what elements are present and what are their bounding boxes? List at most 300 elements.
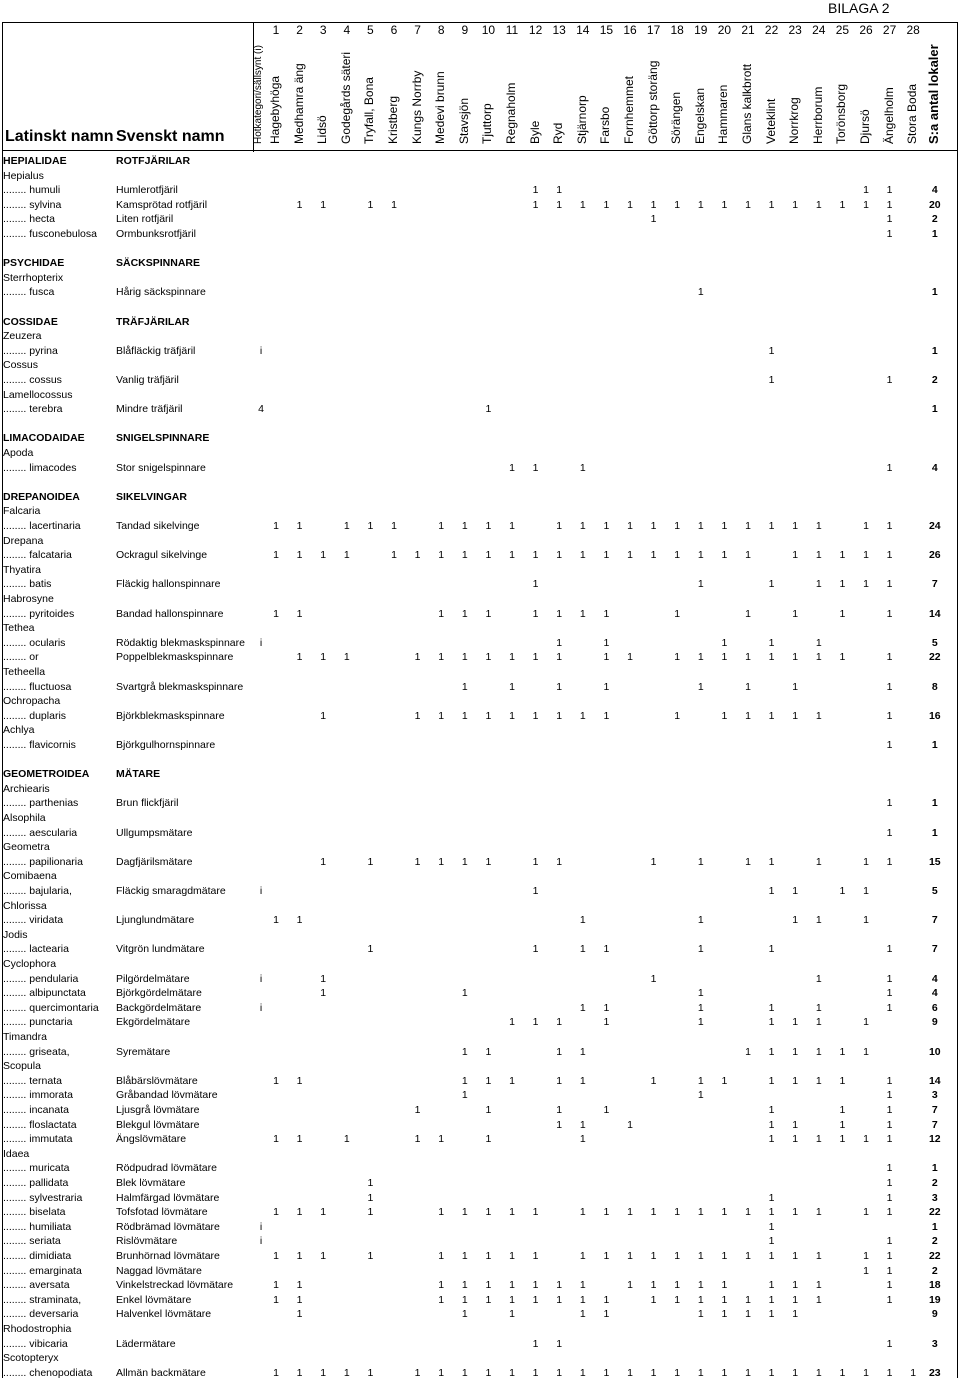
latin-name: Cyclophora bbox=[3, 958, 57, 970]
species-row bbox=[3, 1191, 957, 1205]
presence-mark: 1 bbox=[697, 1293, 704, 1306]
presence-mark: 1 bbox=[485, 549, 492, 562]
presence-mark: 1 bbox=[603, 709, 610, 722]
total-count: 23 bbox=[928, 1366, 941, 1379]
presence-mark: 1 bbox=[532, 1279, 539, 1292]
locality-column-header bbox=[712, 40, 736, 144]
latin-name: LIMACODAIDAE bbox=[3, 432, 85, 445]
presence-mark: 1 bbox=[579, 607, 586, 620]
locality-column-header-label: Lidsö bbox=[315, 115, 330, 144]
total-count: 9 bbox=[931, 1308, 938, 1321]
locality-column-header-label: Göttorp storäng bbox=[645, 60, 660, 144]
presence-mark: 1 bbox=[674, 651, 681, 664]
presence-mark: 1 bbox=[627, 198, 633, 211]
column-number: 8 bbox=[437, 23, 445, 37]
total-count: 22 bbox=[928, 1206, 941, 1219]
presence-mark: 1 bbox=[886, 1177, 893, 1189]
presence-mark: 1 bbox=[768, 885, 775, 897]
presence-mark: 1 bbox=[886, 680, 893, 693]
presence-mark: 1 bbox=[556, 651, 563, 664]
family-row bbox=[3, 154, 957, 168]
presence-mark: 1 bbox=[320, 709, 327, 722]
presence-mark: 1 bbox=[273, 1279, 279, 1292]
presence-mark: 1 bbox=[815, 636, 822, 649]
presence-mark: 1 bbox=[556, 1045, 563, 1058]
presence-mark: 1 bbox=[273, 1206, 279, 1219]
presence-mark: 1 bbox=[839, 1118, 846, 1131]
species-row bbox=[3, 548, 957, 562]
presence-mark: 1 bbox=[485, 709, 492, 722]
presence-mark: 1 bbox=[485, 1366, 492, 1379]
total-localities-header-label: S:a antal lokaler bbox=[925, 44, 941, 144]
presence-mark: 1 bbox=[697, 520, 704, 532]
presence-mark: 1 bbox=[461, 549, 468, 562]
presence-mark: 1 bbox=[745, 651, 751, 664]
presence-mark: 1 bbox=[768, 1206, 775, 1219]
presence-mark: 1 bbox=[768, 651, 775, 664]
swedish-name: Bandad hallonspinnare bbox=[116, 607, 224, 620]
presence-mark: 1 bbox=[438, 709, 445, 722]
presence-mark: 1 bbox=[792, 709, 799, 722]
presence-mark: 1 bbox=[579, 1366, 586, 1379]
swedish-name: Ockragul sikelvinge bbox=[116, 549, 208, 562]
presence-mark: 1 bbox=[509, 1308, 515, 1321]
latin-name: ........ batis bbox=[3, 578, 52, 591]
presence-mark: 1 bbox=[296, 1074, 303, 1087]
presence-mark: 1 bbox=[768, 1191, 775, 1204]
presence-mark: 1 bbox=[603, 520, 610, 532]
presence-mark: 1 bbox=[815, 1366, 822, 1379]
species-row bbox=[3, 913, 957, 927]
presence-mark: 1 bbox=[792, 607, 799, 620]
latin-name: DREPANOIDEA bbox=[3, 490, 80, 503]
presence-mark: 1 bbox=[296, 607, 303, 620]
latin-name: ........ punctaria bbox=[3, 1016, 73, 1029]
presence-mark: 1 bbox=[745, 607, 751, 620]
column-number: 2 bbox=[296, 23, 303, 37]
presence-mark: 1 bbox=[792, 198, 799, 211]
presence-mark: 1 bbox=[650, 1279, 657, 1292]
presence-mark: 1 bbox=[461, 855, 468, 868]
presence-mark: 1 bbox=[792, 1308, 799, 1321]
column-number: 14 bbox=[576, 23, 590, 37]
presence-mark: 1 bbox=[603, 1001, 610, 1014]
presence-mark: 1 bbox=[768, 198, 775, 211]
presence-mark: 1 bbox=[556, 1279, 563, 1292]
presence-mark: 1 bbox=[461, 1366, 468, 1379]
latin-name: ........ griseata, bbox=[3, 1045, 70, 1058]
species-row bbox=[3, 1307, 957, 1321]
presence-mark: 1 bbox=[367, 1191, 374, 1204]
presence-mark: 1 bbox=[721, 1279, 728, 1292]
total-count: 1 bbox=[931, 826, 938, 839]
presence-mark: 1 bbox=[886, 651, 893, 664]
presence-mark: 1 bbox=[886, 1293, 893, 1306]
swedish-name: Vinkelstreckad lövmätare bbox=[116, 1279, 234, 1292]
presence-mark: 1 bbox=[603, 198, 610, 211]
latin-name: ........ hecta bbox=[3, 213, 55, 226]
locality-column-header-label: Ryd bbox=[551, 122, 566, 144]
presence-mark: 1 bbox=[556, 184, 563, 197]
latin-name: ........ pendularia bbox=[3, 972, 79, 985]
presence-mark: 1 bbox=[886, 1133, 893, 1146]
presence-mark: 1 bbox=[721, 636, 728, 649]
species-row bbox=[3, 1337, 957, 1351]
presence-mark: 1 bbox=[579, 1206, 586, 1219]
presence-mark: 1 bbox=[532, 578, 539, 591]
swedish-name: Ekgördelmätare bbox=[116, 1016, 191, 1029]
presence-mark: 1 bbox=[532, 855, 539, 868]
locality-column-header bbox=[594, 40, 618, 144]
total-count: 20 bbox=[928, 198, 941, 211]
presence-mark: 1 bbox=[650, 549, 657, 562]
species-row bbox=[3, 344, 957, 358]
presence-mark: 1 bbox=[461, 987, 468, 1000]
presence-mark: 1 bbox=[509, 1366, 515, 1379]
presence-mark: 1 bbox=[863, 184, 869, 197]
latin-name: Falcaria bbox=[3, 505, 41, 518]
presence-mark: 1 bbox=[296, 549, 303, 562]
presence-mark: 1 bbox=[886, 374, 893, 386]
presence-mark: 1 bbox=[485, 1104, 492, 1116]
locality-column-header bbox=[854, 40, 878, 144]
presence-mark: 1 bbox=[674, 1293, 681, 1306]
presence-mark: 1 bbox=[579, 1133, 586, 1146]
presence-mark: 1 bbox=[296, 198, 303, 211]
latin-name: ........ humiliata bbox=[3, 1220, 72, 1233]
latin-name: ........ sylvestraria bbox=[3, 1191, 83, 1204]
locality-column-header-label: Hammaren bbox=[716, 84, 731, 144]
total-count: 2 bbox=[931, 1177, 938, 1189]
presence-mark: 1 bbox=[886, 987, 893, 1000]
locality-column-header bbox=[547, 40, 571, 144]
presence-mark: 1 bbox=[815, 914, 822, 927]
locality-column-header bbox=[358, 40, 382, 144]
locality-column-header-label: Veteklint bbox=[763, 98, 778, 144]
swedish-name: Allmän backmätare bbox=[116, 1366, 206, 1379]
presence-mark: 1 bbox=[579, 1279, 586, 1292]
swedish-name: Naggad lövmätare bbox=[116, 1264, 202, 1277]
swedish-name: Poppelblekmaskspinnare bbox=[116, 651, 234, 664]
presence-mark: 1 bbox=[367, 1250, 374, 1262]
attachment-label: BILAGA 2 bbox=[828, 0, 890, 16]
presence-mark: 1 bbox=[532, 1250, 539, 1262]
presence-mark: 1 bbox=[815, 578, 822, 591]
species-row bbox=[3, 972, 957, 986]
presence-mark: 1 bbox=[485, 607, 492, 620]
presence-mark: 1 bbox=[697, 1366, 704, 1379]
species-row bbox=[3, 636, 957, 650]
species-row bbox=[3, 1161, 957, 1175]
species-row bbox=[3, 1366, 957, 1380]
presence-mark: 1 bbox=[768, 1016, 775, 1029]
presence-mark: 1 bbox=[815, 709, 822, 722]
presence-mark: 1 bbox=[650, 1074, 657, 1087]
swedish-name: ROTFJÄRILAR bbox=[116, 155, 191, 167]
presence-mark: 1 bbox=[792, 914, 799, 927]
presence-mark: 1 bbox=[650, 198, 657, 211]
presence-mark: 1 bbox=[768, 578, 775, 591]
presence-mark: 1 bbox=[768, 1133, 775, 1146]
genus-row bbox=[3, 169, 957, 183]
species-row bbox=[3, 1088, 957, 1102]
row-spacer bbox=[3, 300, 957, 314]
presence-mark: 1 bbox=[532, 1016, 539, 1029]
threat-category: i bbox=[259, 636, 263, 649]
swedish-name: Rödbrämad lövmätare bbox=[116, 1220, 220, 1233]
column-number: 4 bbox=[343, 23, 351, 37]
presence-mark: 1 bbox=[414, 549, 421, 562]
swedish-name: SÄCKSPINNARE bbox=[116, 257, 201, 270]
presence-mark: 1 bbox=[438, 1293, 445, 1306]
presence-mark: 1 bbox=[414, 651, 421, 664]
locality-column-header-label: Torönsborg bbox=[834, 83, 849, 144]
presence-mark: 1 bbox=[886, 826, 893, 839]
locality-column-header bbox=[783, 40, 807, 144]
latin-name: ........ emarginata bbox=[3, 1264, 82, 1277]
column-number: 15 bbox=[599, 23, 614, 37]
locality-column-header bbox=[618, 40, 642, 144]
presence-mark: 1 bbox=[579, 914, 586, 927]
swedish-name: SIKELVINGAR bbox=[116, 490, 187, 503]
total-count: 14 bbox=[928, 607, 941, 620]
presence-mark: 1 bbox=[273, 1366, 279, 1379]
presence-mark: 1 bbox=[839, 885, 846, 897]
locality-column-header bbox=[736, 40, 760, 144]
presence-mark: 1 bbox=[343, 1366, 350, 1379]
presence-mark: 1 bbox=[603, 549, 610, 562]
latin-name: Ochropacha bbox=[3, 695, 61, 708]
latin-name: ........ ternata bbox=[3, 1074, 62, 1087]
threat-category: i bbox=[259, 344, 263, 357]
total-count: 3 bbox=[931, 1191, 938, 1204]
presence-mark: 1 bbox=[886, 1235, 893, 1248]
presence-mark: 1 bbox=[745, 1206, 751, 1219]
total-count: 5 bbox=[931, 636, 938, 649]
latin-name: Achlya bbox=[3, 724, 35, 737]
presence-mark: 1 bbox=[556, 1293, 563, 1306]
locality-column-header bbox=[689, 40, 713, 144]
species-row bbox=[3, 1293, 957, 1307]
species-row bbox=[3, 1103, 957, 1117]
family-row bbox=[3, 490, 957, 504]
swedish-name: SNIGELSPINNARE bbox=[116, 432, 210, 445]
latin-name: Scotopteryx bbox=[3, 1352, 59, 1365]
presence-mark: 1 bbox=[556, 636, 563, 649]
presence-mark: 1 bbox=[697, 855, 704, 868]
threat-category: i bbox=[259, 1220, 263, 1233]
presence-mark: 1 bbox=[485, 1250, 492, 1262]
locality-column-header bbox=[288, 40, 312, 144]
latin-name: ........ sylvina bbox=[3, 198, 62, 211]
latin-name: ........ falcataria bbox=[3, 549, 72, 562]
total-count: 1 bbox=[931, 739, 938, 751]
genus-row bbox=[3, 592, 957, 606]
swedish-name: Ängslövmätare bbox=[116, 1133, 187, 1146]
presence-mark: 1 bbox=[886, 578, 893, 591]
latin-name: ........ limacodes bbox=[3, 461, 77, 474]
presence-mark: 1 bbox=[910, 1366, 917, 1379]
presence-mark: 1 bbox=[863, 1366, 869, 1379]
latin-name: ........ pyrina bbox=[3, 344, 58, 357]
latin-name: Alsophila bbox=[3, 812, 46, 824]
presence-mark: 1 bbox=[603, 1250, 610, 1262]
presence-mark: 1 bbox=[438, 520, 445, 532]
total-count: 1 bbox=[931, 403, 938, 416]
presence-mark: 1 bbox=[579, 1250, 586, 1262]
column-number: 25 bbox=[835, 23, 850, 37]
latin-name-header: Latinskt namn bbox=[5, 128, 114, 145]
presence-mark: 1 bbox=[745, 198, 751, 211]
column-number: 10 bbox=[481, 23, 496, 37]
latin-name: ........ lactearia bbox=[3, 943, 69, 956]
presence-mark: 1 bbox=[863, 520, 869, 532]
latin-name: Tetheella bbox=[3, 666, 46, 678]
presence-mark: 1 bbox=[556, 549, 563, 562]
presence-mark: 1 bbox=[532, 885, 539, 897]
presence-mark: 1 bbox=[532, 1366, 539, 1379]
swedish-name: Ormbunksrotfjäril bbox=[116, 228, 196, 240]
genus-row bbox=[3, 621, 957, 635]
genus-row bbox=[3, 782, 957, 796]
presence-mark: 1 bbox=[745, 549, 751, 562]
locality-column-header bbox=[830, 40, 854, 144]
presence-mark: 1 bbox=[815, 1250, 822, 1262]
latin-name: Rhodostrophia bbox=[3, 1323, 72, 1335]
presence-mark: 1 bbox=[603, 1366, 610, 1379]
presence-mark: 1 bbox=[320, 549, 327, 562]
locality-column-header-label: Norrkrog bbox=[787, 97, 802, 144]
presence-mark: 1 bbox=[768, 1250, 775, 1262]
presence-mark: 1 bbox=[296, 1293, 303, 1306]
presence-mark: 1 bbox=[886, 1206, 893, 1219]
species-row bbox=[3, 1118, 957, 1132]
species-row bbox=[3, 461, 957, 475]
total-count: 12 bbox=[928, 1133, 941, 1146]
presence-mark: 1 bbox=[792, 1279, 799, 1292]
total-count: 2 bbox=[931, 213, 938, 226]
total-count: 2 bbox=[931, 374, 938, 386]
presence-mark: 1 bbox=[863, 578, 869, 591]
locality-column-header bbox=[382, 40, 406, 144]
threat-category: i bbox=[259, 1001, 263, 1014]
presence-mark: 1 bbox=[438, 855, 445, 868]
presence-mark: 1 bbox=[697, 1089, 704, 1102]
latin-name: Jodis bbox=[3, 928, 28, 941]
locality-column-header bbox=[264, 40, 288, 144]
presence-mark: 1 bbox=[485, 651, 492, 664]
presence-mark: 1 bbox=[532, 1206, 539, 1219]
presence-mark: 1 bbox=[603, 943, 610, 956]
presence-mark: 1 bbox=[839, 1074, 846, 1087]
presence-mark: 1 bbox=[296, 1279, 303, 1292]
presence-mark: 1 bbox=[768, 1220, 775, 1233]
column-number: 16 bbox=[623, 23, 637, 37]
presence-mark: 1 bbox=[792, 1074, 799, 1087]
latin-name: Habrosyne bbox=[3, 593, 54, 605]
species-row bbox=[3, 738, 957, 752]
presence-mark: 1 bbox=[461, 1250, 468, 1262]
latin-name: ........ straminata, bbox=[3, 1293, 82, 1306]
total-localities-header bbox=[923, 40, 947, 144]
genus-row bbox=[3, 1147, 957, 1161]
presence-mark: 1 bbox=[296, 1250, 303, 1262]
presence-mark: 1 bbox=[603, 1293, 610, 1306]
presence-mark: 1 bbox=[886, 184, 893, 197]
swedish-name: Vitgrön lundmätare bbox=[116, 943, 205, 956]
presence-mark: 1 bbox=[745, 1308, 751, 1321]
locality-column-header bbox=[642, 40, 666, 144]
presence-mark: 1 bbox=[485, 1293, 492, 1306]
presence-mark: 1 bbox=[509, 1016, 515, 1029]
family-row bbox=[3, 315, 957, 329]
presence-mark: 1 bbox=[603, 1308, 610, 1321]
presence-mark: 1 bbox=[438, 1133, 445, 1146]
presence-mark: 1 bbox=[509, 549, 515, 562]
presence-mark: 1 bbox=[320, 855, 327, 868]
total-count: 7 bbox=[931, 943, 938, 956]
presence-mark: 1 bbox=[721, 1366, 728, 1379]
presence-mark: 1 bbox=[532, 1337, 539, 1350]
total-count: 4 bbox=[931, 987, 938, 1000]
swedish-name: Stor snigelspinnare bbox=[116, 461, 206, 474]
presence-mark: 1 bbox=[579, 943, 586, 956]
presence-mark: 1 bbox=[768, 943, 775, 956]
species-row bbox=[3, 1176, 957, 1190]
presence-mark: 1 bbox=[343, 1133, 350, 1146]
presence-mark: 1 bbox=[839, 1133, 846, 1146]
presence-mark: 1 bbox=[745, 1045, 751, 1058]
latin-name: ........ viridata bbox=[3, 914, 64, 927]
presence-mark: 1 bbox=[579, 709, 586, 722]
presence-mark: 1 bbox=[556, 198, 563, 211]
presence-mark: 1 bbox=[768, 1118, 775, 1131]
latin-name: Zeuzera bbox=[3, 330, 42, 343]
column-number: 27 bbox=[882, 23, 897, 37]
presence-mark: 1 bbox=[485, 520, 492, 532]
presence-mark: 1 bbox=[273, 1133, 279, 1146]
genus-row bbox=[3, 446, 957, 460]
presence-mark: 1 bbox=[721, 198, 728, 211]
genus-row bbox=[3, 957, 957, 971]
total-count: 1 bbox=[931, 1220, 938, 1233]
species-row bbox=[3, 607, 957, 621]
presence-mark: 1 bbox=[768, 1308, 775, 1321]
swedish-name: TRÄFJÄRILAR bbox=[116, 315, 190, 328]
presence-mark: 1 bbox=[886, 1264, 893, 1277]
presence-mark: 1 bbox=[886, 797, 893, 810]
presence-mark: 1 bbox=[792, 885, 799, 897]
presence-mark: 1 bbox=[579, 1308, 586, 1321]
genus-row bbox=[3, 388, 957, 402]
presence-mark: 1 bbox=[768, 1279, 775, 1292]
genus-row bbox=[3, 869, 957, 883]
locality-column-header-label: Stavsjön bbox=[456, 97, 471, 144]
presence-mark: 1 bbox=[697, 549, 704, 562]
locality-column-header-label: Tjuttorp bbox=[480, 103, 495, 144]
presence-mark: 1 bbox=[438, 607, 445, 620]
species-row bbox=[3, 1234, 957, 1248]
presence-mark: 1 bbox=[509, 1074, 515, 1087]
presence-mark: 1 bbox=[438, 1279, 445, 1292]
locality-column-header-label: Byle bbox=[527, 120, 542, 144]
presence-mark: 1 bbox=[674, 607, 681, 620]
threat-category: 4 bbox=[258, 403, 264, 416]
swedish-name: Blek lövmätare bbox=[116, 1177, 186, 1189]
latin-name: Thyatira bbox=[3, 563, 41, 576]
presence-mark: 1 bbox=[768, 344, 775, 357]
genus-row bbox=[3, 271, 957, 285]
